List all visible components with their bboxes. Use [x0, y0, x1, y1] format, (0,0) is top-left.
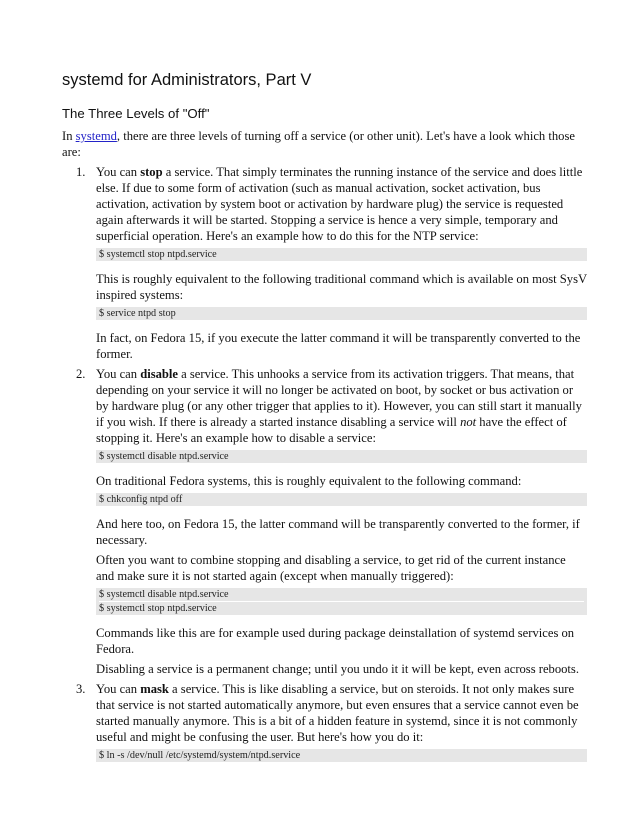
- intro-paragraph: [62, 128, 582, 160]
- disable-keyword: disable: [140, 367, 178, 381]
- disable-fedora-paragraph: And here too, on Fedora 15, the latter command will be transparently converted to the former, if necessary.: [96, 517, 580, 547]
- stop-keyword: stop: [140, 165, 163, 179]
- permanent-paragraph: Disabling a service is a permanent change; until you undo it it will be kept, even across reboots.: [96, 662, 579, 676]
- list-number: 3.: [76, 682, 86, 696]
- disable-paragraph: You can disable a service. This unhooks a service from its activation triggers. That means, that depending on your service it will no longer be activated on boot, by socket or bus activation or by hardware plug (or any other trigger that applies to it). However, you can still start it manually if you wish. If there is already a started instance disabling a service will not have the effect of stopping it. Here's an example how to disable a service:: [96, 367, 582, 445]
- list-item-disable: [62, 366, 587, 677]
- stop-equivalent-paragraph: This is roughly equivalent to the following traditional command which is available on most SysV inspired systems:: [96, 272, 587, 302]
- code-line: $ systemctl disable ntpd.service: [99, 589, 229, 600]
- list-number: 2.: [76, 367, 86, 381]
- list-item-stop: [62, 164, 587, 362]
- code-block: $ systemctl stop ntpd.service: [96, 248, 587, 261]
- code-block: $ service ntpd stop: [96, 307, 587, 320]
- section-title: The Three Levels of "Off": [62, 106, 210, 121]
- deinstall-paragraph: Commands like this are for example used during package deinstallation of systemd services on Fedora.: [96, 626, 575, 656]
- list-number: 1.: [76, 165, 86, 179]
- not-emphasis: not: [460, 415, 477, 429]
- code-block: $ ln -s /dev/null /etc/systemd/system/ntpd.service: [96, 749, 587, 762]
- code-line: $ systemctl stop ntpd.service: [99, 601, 584, 615]
- code-block: $ systemctl disable ntpd.service: [96, 450, 587, 463]
- stop-fedora-paragraph: In fact, on Fedora 15, if you execute the latter command it will be transparently converted to the former.: [96, 331, 581, 361]
- stop-paragraph: You can stop a service. That simply terminates the running instance of the service and does little else. If due to some form of activation (such as manual activation, socket activation, bus activation, activation by system boot or activation by hardware plug) the service is requested again afterwards it will be started. Stopping a service is hence a very simple, temporary and superficial operation. Here's an example how to do this for the NTP service:: [96, 165, 583, 243]
- systemd-link[interactable]: systemd: [75, 129, 117, 143]
- combine-paragraph: Often you want to combine stopping and disabling a service, to get rid of the current instance and make sure it is not started again (except when manually triggered):: [96, 553, 566, 583]
- mask-paragraph: You can mask a service. This is like disabling a service, but on steroids. It not only makes sure that service is not started automatically anymore, but even ensures that a service cannot even be started manually anymore. This is a bit of a hidden feature in systemd, since it is not commonly useful and might be confusing the user. But here's how you do it:: [96, 682, 579, 744]
- intro-text-before: In: [62, 129, 76, 143]
- off-levels-list: [62, 164, 587, 772]
- list-item-mask: [62, 681, 587, 762]
- intro-text-after: , there are three levels of turning off a service (or other unit). Let's have a look which those are:: [62, 129, 575, 159]
- page-title: systemd for Administrators, Part V: [62, 71, 312, 89]
- code-block: [96, 588, 587, 615]
- mask-keyword: mask: [140, 682, 169, 696]
- disable-equivalent-paragraph: On traditional Fedora systems, this is roughly equivalent to the following command:: [96, 474, 522, 488]
- code-block: $ chkconfig ntpd off: [96, 493, 587, 506]
